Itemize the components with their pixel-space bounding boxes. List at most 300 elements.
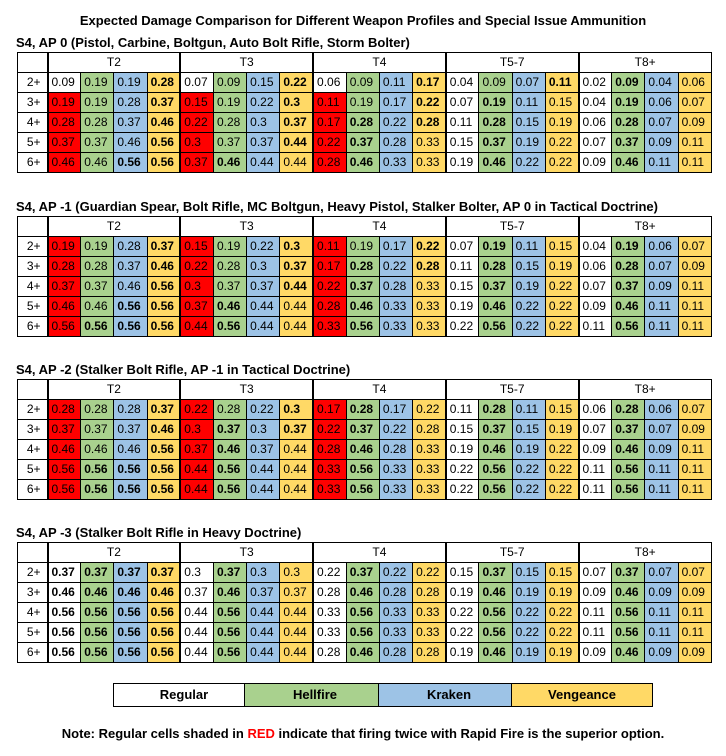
value-cell-regular: 0.22: [313, 277, 346, 297]
value-cell-kraken: 0.22: [512, 460, 545, 480]
value-cell-vengeance: 0.33: [413, 623, 446, 643]
value-cell-kraken: 0.3: [247, 113, 280, 133]
value-cell-hellfire: 0.46: [213, 440, 246, 460]
value-cell-vengeance: 0.56: [147, 480, 180, 500]
value-cell-kraken: 0.09: [645, 277, 678, 297]
value-cell-kraken: 0.17: [379, 237, 412, 257]
value-cell-hellfire: 0.37: [479, 133, 512, 153]
value-cell-vengeance: 0.37: [147, 93, 180, 113]
value-cell-vengeance: 0.28: [147, 73, 180, 93]
value-cell-hellfire: 0.56: [479, 460, 512, 480]
value-cell-regular: 0.28: [48, 400, 81, 420]
value-cell-regular: 0.02: [579, 73, 612, 93]
value-cell-regular: 0.46: [48, 297, 81, 317]
table-row: [18, 400, 712, 420]
value-cell-kraken: 0.04: [645, 73, 678, 93]
value-cell-hellfire: 0.46: [479, 153, 512, 173]
value-cell-kraken: 0.37: [247, 133, 280, 153]
value-cell-vengeance: 0.33: [413, 153, 446, 173]
value-cell-kraken: 0.19: [512, 440, 545, 460]
value-cell-kraken: 0.28: [379, 277, 412, 297]
value-cell-hellfire: 0.56: [81, 460, 114, 480]
value-cell-regular: 0.06: [579, 113, 612, 133]
value-cell-vengeance: 0.37: [147, 237, 180, 257]
value-cell-kraken: 0.19: [512, 133, 545, 153]
value-cell-vengeance: 0.22: [413, 237, 446, 257]
value-cell-regular: 0.07: [579, 133, 612, 153]
value-cell-kraken: 0.11: [645, 317, 678, 337]
value-cell-kraken: 0.07: [645, 420, 678, 440]
value-cell-regular: 0.15: [446, 420, 479, 440]
value-cell-kraken: 0.46: [114, 277, 147, 297]
value-cell-kraken: 0.33: [379, 603, 412, 623]
value-cell-hellfire: 0.56: [213, 460, 246, 480]
value-cell-kraken: 0.28: [379, 643, 412, 663]
value-cell-hellfire: 0.56: [346, 623, 379, 643]
value-cell-vengeance: 0.09: [678, 257, 711, 277]
value-cell-regular: 0.04: [579, 237, 612, 257]
value-cell-kraken: 0.11: [512, 400, 545, 420]
value-cell-hellfire: 0.56: [213, 317, 246, 337]
value-cell-hellfire: 0.46: [612, 297, 645, 317]
value-cell-regular: 0.28: [313, 440, 346, 460]
value-cell-hellfire: 0.56: [81, 643, 114, 663]
value-cell-regular: 0.56: [48, 480, 81, 500]
table-row: [18, 297, 712, 317]
value-cell-vengeance: 0.07: [678, 93, 711, 113]
value-cell-vengeance: 0.37: [280, 420, 313, 440]
value-cell-regular: 0.22: [313, 133, 346, 153]
value-cell-kraken: 0.22: [512, 153, 545, 173]
value-cell-hellfire: 0.56: [81, 480, 114, 500]
toughness-header-t4: T4: [313, 53, 446, 73]
value-cell-regular: 0.56: [48, 317, 81, 337]
save-label: 5+: [18, 297, 48, 317]
value-cell-vengeance: 0.09: [678, 113, 711, 133]
save-label: 2+: [18, 400, 48, 420]
value-cell-hellfire: 0.28: [346, 113, 379, 133]
toughness-header-t8-: T8+: [579, 543, 712, 563]
value-cell-kraken: 0.56: [114, 603, 147, 623]
value-cell-kraken: 0.37: [247, 440, 280, 460]
value-cell-kraken: 0.37: [247, 583, 280, 603]
value-cell-hellfire: 0.56: [346, 460, 379, 480]
value-cell-vengeance: 0.44: [280, 277, 313, 297]
value-cell-regular: 0.15: [446, 277, 479, 297]
value-cell-regular: 0.11: [446, 400, 479, 420]
value-cell-kraken: 0.11: [645, 460, 678, 480]
value-cell-regular: 0.22: [446, 603, 479, 623]
value-cell-vengeance: 0.19: [545, 643, 578, 663]
value-cell-vengeance: 0.19: [545, 420, 578, 440]
value-cell-vengeance: 0.11: [678, 480, 711, 500]
value-cell-hellfire: 0.19: [81, 73, 114, 93]
save-label: 4+: [18, 113, 48, 133]
value-cell-hellfire: 0.37: [479, 563, 512, 583]
value-cell-vengeance: 0.56: [147, 460, 180, 480]
value-cell-hellfire: 0.37: [346, 420, 379, 440]
value-cell-kraken: 0.11: [645, 603, 678, 623]
value-cell-kraken: 0.07: [645, 563, 678, 583]
value-cell-regular: 0.46: [48, 583, 81, 603]
toughness-header-t3: T3: [180, 543, 313, 563]
footnote-prefix: Note: Regular cells shaded in: [61, 726, 248, 741]
value-cell-vengeance: 0.22: [545, 440, 578, 460]
value-cell-kraken: 0.22: [512, 317, 545, 337]
toughness-header-t5-7: T5-7: [446, 217, 579, 237]
value-cell-vengeance: 0.09: [678, 643, 711, 663]
value-cell-kraken: 0.07: [645, 113, 678, 133]
value-cell-regular: 0.09: [579, 583, 612, 603]
table-row: [18, 460, 712, 480]
value-cell-regular: 0.22: [180, 400, 213, 420]
save-label: 4+: [18, 277, 48, 297]
value-cell-vengeance: 0.07: [678, 563, 711, 583]
value-cell-regular: 0.07: [446, 93, 479, 113]
value-cell-vengeance: 0.56: [147, 277, 180, 297]
value-cell-hellfire: 0.19: [213, 93, 246, 113]
value-cell-hellfire: 0.46: [612, 153, 645, 173]
value-cell-regular: 0.19: [446, 643, 479, 663]
toughness-header-t8-: T8+: [579, 217, 712, 237]
value-cell-vengeance: 0.28: [413, 420, 446, 440]
table-row: [18, 93, 712, 113]
value-cell-hellfire: 0.46: [612, 643, 645, 663]
value-cell-vengeance: 0.44: [280, 440, 313, 460]
value-cell-kraken: 0.28: [114, 237, 147, 257]
value-cell-kraken: 0.15: [512, 420, 545, 440]
save-label: 3+: [18, 583, 48, 603]
value-cell-vengeance: 0.3: [280, 237, 313, 257]
table-row: [18, 257, 712, 277]
value-cell-regular: 0.07: [446, 237, 479, 257]
header-row: [18, 53, 712, 73]
value-cell-regular: 0.04: [579, 93, 612, 113]
value-cell-regular: 0.28: [48, 257, 81, 277]
value-cell-vengeance: 0.11: [678, 277, 711, 297]
value-cell-regular: 0.37: [48, 133, 81, 153]
value-cell-vengeance: 0.11: [678, 317, 711, 337]
save-label: 6+: [18, 643, 48, 663]
value-cell-hellfire: 0.28: [213, 400, 246, 420]
value-cell-regular: 0.37: [48, 277, 81, 297]
value-cell-hellfire: 0.37: [479, 420, 512, 440]
corner-cell: [18, 380, 48, 400]
value-cell-vengeance: 0.19: [545, 583, 578, 603]
value-cell-hellfire: 0.46: [612, 440, 645, 460]
table-row: [18, 113, 712, 133]
value-cell-vengeance: 0.15: [545, 400, 578, 420]
section-title-ap-1: S4, AP -1 (Guardian Spear, Bolt Rifle, MC Boltgun, Heavy Pistol, Stalker Bolter, AP 0 in Tactical Doctrine): [16, 199, 658, 214]
value-cell-kraken: 0.22: [379, 257, 412, 277]
value-cell-kraken: 0.22: [512, 603, 545, 623]
toughness-header-t4: T4: [313, 543, 446, 563]
value-cell-hellfire: 0.28: [213, 257, 246, 277]
value-cell-kraken: 0.33: [379, 317, 412, 337]
table-row: [18, 237, 712, 257]
value-cell-hellfire: 0.56: [346, 603, 379, 623]
value-cell-vengeance: 0.11: [545, 73, 578, 93]
value-cell-hellfire: 0.56: [479, 603, 512, 623]
value-cell-regular: 0.19: [446, 583, 479, 603]
value-cell-hellfire: 0.09: [213, 73, 246, 93]
value-cell-vengeance: 0.56: [147, 623, 180, 643]
value-cell-kraken: 0.15: [512, 563, 545, 583]
save-label: 6+: [18, 317, 48, 337]
value-cell-hellfire: 0.19: [479, 237, 512, 257]
value-cell-vengeance: 0.37: [147, 563, 180, 583]
value-cell-regular: 0.33: [313, 480, 346, 500]
value-cell-hellfire: 0.46: [81, 297, 114, 317]
value-cell-hellfire: 0.37: [479, 277, 512, 297]
value-cell-hellfire: 0.28: [612, 113, 645, 133]
value-cell-vengeance: 0.22: [413, 400, 446, 420]
value-cell-hellfire: 0.37: [81, 420, 114, 440]
toughness-header-t2: T2: [48, 217, 181, 237]
value-cell-hellfire: 0.56: [81, 317, 114, 337]
value-cell-hellfire: 0.28: [346, 400, 379, 420]
value-cell-regular: 0.37: [180, 583, 213, 603]
table-row: [18, 643, 712, 663]
value-cell-vengeance: 0.37: [280, 257, 313, 277]
value-cell-hellfire: 0.37: [213, 420, 246, 440]
value-cell-hellfire: 0.46: [81, 583, 114, 603]
value-cell-vengeance: 0.22: [545, 297, 578, 317]
save-label: 6+: [18, 153, 48, 173]
value-cell-vengeance: 0.22: [545, 153, 578, 173]
value-cell-kraken: 0.37: [114, 257, 147, 277]
value-cell-regular: 0.3: [180, 563, 213, 583]
value-cell-vengeance: 0.44: [280, 133, 313, 153]
value-cell-hellfire: 0.09: [479, 73, 512, 93]
value-cell-regular: 0.28: [313, 643, 346, 663]
value-cell-kraken: 0.17: [379, 93, 412, 113]
value-cell-vengeance: 0.11: [678, 153, 711, 173]
value-cell-regular: 0.15: [180, 237, 213, 257]
value-cell-regular: 0.56: [48, 460, 81, 480]
value-cell-hellfire: 0.56: [81, 603, 114, 623]
value-cell-regular: 0.19: [446, 440, 479, 460]
value-cell-vengeance: 0.37: [280, 113, 313, 133]
value-cell-hellfire: 0.37: [346, 277, 379, 297]
header-row: [18, 217, 712, 237]
value-cell-vengeance: 0.33: [413, 603, 446, 623]
legend-kraken: Kraken: [378, 683, 520, 707]
toughness-header-t5-7: T5-7: [446, 380, 579, 400]
value-cell-regular: 0.11: [579, 480, 612, 500]
value-cell-vengeance: 0.3: [280, 400, 313, 420]
toughness-header-t2: T2: [48, 543, 181, 563]
save-label: 4+: [18, 603, 48, 623]
section-title-ap-2: S4, AP -2 (Stalker Bolt Rifle, AP -1 in Tactical Doctrine): [16, 362, 351, 377]
value-cell-vengeance: 0.56: [147, 643, 180, 663]
value-cell-regular: 0.11: [579, 623, 612, 643]
value-cell-vengeance: 0.44: [280, 153, 313, 173]
value-cell-kraken: 0.56: [114, 317, 147, 337]
value-cell-hellfire: 0.19: [346, 93, 379, 113]
table-row: [18, 420, 712, 440]
value-cell-hellfire: 0.56: [612, 623, 645, 643]
value-cell-kraken: 0.22: [512, 297, 545, 317]
value-cell-kraken: 0.44: [247, 153, 280, 173]
value-cell-kraken: 0.19: [512, 277, 545, 297]
value-cell-vengeance: 0.44: [280, 297, 313, 317]
value-cell-hellfire: 0.37: [612, 133, 645, 153]
value-cell-vengeance: 0.28: [413, 583, 446, 603]
value-cell-kraken: 0.37: [247, 277, 280, 297]
value-cell-hellfire: 0.46: [479, 297, 512, 317]
value-cell-hellfire: 0.37: [612, 563, 645, 583]
value-cell-kraken: 0.15: [512, 113, 545, 133]
footnote-red-word: RED: [247, 726, 275, 741]
value-cell-hellfire: 0.37: [612, 277, 645, 297]
value-cell-regular: 0.09: [579, 153, 612, 173]
toughness-header-t8-: T8+: [579, 53, 712, 73]
value-cell-hellfire: 0.37: [346, 133, 379, 153]
value-cell-vengeance: 0.22: [545, 277, 578, 297]
value-cell-hellfire: 0.09: [346, 73, 379, 93]
value-cell-regular: 0.22: [180, 257, 213, 277]
value-cell-vengeance: 0.33: [413, 480, 446, 500]
value-cell-hellfire: 0.46: [479, 440, 512, 460]
value-cell-hellfire: 0.56: [346, 480, 379, 500]
value-cell-regular: 0.28: [313, 583, 346, 603]
value-cell-kraken: 0.11: [512, 93, 545, 113]
value-cell-vengeance: 0.15: [545, 563, 578, 583]
value-cell-hellfire: 0.28: [612, 257, 645, 277]
value-cell-kraken: 0.09: [645, 440, 678, 460]
value-cell-hellfire: 0.56: [479, 623, 512, 643]
damage-table-ap-3: [17, 542, 712, 663]
value-cell-vengeance: 0.44: [280, 643, 313, 663]
value-cell-hellfire: 0.56: [213, 643, 246, 663]
page-title: Expected Damage Comparison for Different Weapon Profiles and Special Issue Ammunition: [79, 13, 647, 28]
legend-regular: Regular: [113, 683, 255, 707]
value-cell-kraken: 0.44: [247, 480, 280, 500]
corner-cell: [18, 53, 48, 73]
value-cell-vengeance: 0.28: [413, 113, 446, 133]
value-cell-kraken: 0.06: [645, 400, 678, 420]
value-cell-hellfire: 0.46: [81, 153, 114, 173]
corner-cell: [18, 217, 48, 237]
table-row: [18, 277, 712, 297]
save-label: 3+: [18, 257, 48, 277]
value-cell-kraken: 0.56: [114, 643, 147, 663]
value-cell-hellfire: 0.56: [479, 317, 512, 337]
value-cell-kraken: 0.56: [114, 623, 147, 643]
value-cell-kraken: 0.06: [645, 237, 678, 257]
value-cell-regular: 0.11: [579, 460, 612, 480]
value-cell-vengeance: 0.46: [147, 420, 180, 440]
value-cell-hellfire: 0.28: [346, 257, 379, 277]
section-title-ap-3: S4, AP -3 (Stalker Bolt Rifle in Heavy Doctrine): [16, 525, 302, 540]
value-cell-kraken: 0.22: [379, 420, 412, 440]
value-cell-regular: 0.11: [579, 603, 612, 623]
value-cell-kraken: 0.11: [645, 297, 678, 317]
table-row: [18, 440, 712, 460]
value-cell-regular: 0.09: [579, 440, 612, 460]
toughness-header-t3: T3: [180, 380, 313, 400]
value-cell-kraken: 0.17: [379, 400, 412, 420]
value-cell-vengeance: 0.44: [280, 460, 313, 480]
value-cell-hellfire: 0.56: [479, 480, 512, 500]
value-cell-vengeance: 0.37: [280, 583, 313, 603]
value-cell-kraken: 0.11: [645, 623, 678, 643]
value-cell-regular: 0.37: [180, 153, 213, 173]
toughness-header-t2: T2: [48, 53, 181, 73]
value-cell-hellfire: 0.19: [81, 237, 114, 257]
legend-hellfire: Hellfire: [244, 683, 386, 707]
value-cell-kraken: 0.33: [379, 480, 412, 500]
value-cell-regular: 0.06: [579, 400, 612, 420]
value-cell-kraken: 0.37: [114, 420, 147, 440]
value-cell-regular: 0.19: [48, 93, 81, 113]
value-cell-vengeance: 0.11: [678, 133, 711, 153]
value-cell-regular: 0.22: [180, 113, 213, 133]
save-label: 5+: [18, 133, 48, 153]
value-cell-regular: 0.22: [313, 420, 346, 440]
value-cell-vengeance: 0.22: [413, 563, 446, 583]
value-cell-regular: 0.09: [48, 73, 81, 93]
value-cell-regular: 0.22: [446, 480, 479, 500]
table-row: [18, 583, 712, 603]
value-cell-kraken: 0.22: [512, 480, 545, 500]
value-cell-kraken: 0.44: [247, 603, 280, 623]
value-cell-vengeance: 0.06: [678, 73, 711, 93]
value-cell-regular: 0.44: [180, 623, 213, 643]
value-cell-kraken: 0.06: [645, 93, 678, 113]
value-cell-kraken: 0.22: [379, 113, 412, 133]
value-cell-hellfire: 0.56: [612, 317, 645, 337]
section-title-ap0: S4, AP 0 (Pistol, Carbine, Boltgun, Auto Bolt Rifle, Storm Bolter): [16, 35, 410, 50]
value-cell-regular: 0.15: [180, 93, 213, 113]
table-row: [18, 623, 712, 643]
value-cell-kraken: 0.46: [114, 440, 147, 460]
damage-table-ap0: [17, 52, 712, 173]
value-cell-vengeance: 0.15: [545, 93, 578, 113]
value-cell-regular: 0.19: [446, 153, 479, 173]
value-cell-vengeance: 0.44: [280, 480, 313, 500]
value-cell-kraken: 0.33: [379, 460, 412, 480]
value-cell-kraken: 0.37: [114, 113, 147, 133]
value-cell-vengeance: 0.33: [413, 440, 446, 460]
value-cell-vengeance: 0.44: [280, 623, 313, 643]
value-cell-kraken: 0.22: [379, 563, 412, 583]
value-cell-hellfire: 0.46: [81, 440, 114, 460]
value-cell-hellfire: 0.19: [612, 93, 645, 113]
damage-table-ap-1: [17, 216, 712, 337]
header-row: [18, 543, 712, 563]
value-cell-regular: 0.37: [180, 297, 213, 317]
value-cell-regular: 0.11: [313, 237, 346, 257]
table-row: [18, 133, 712, 153]
value-cell-regular: 0.56: [48, 603, 81, 623]
value-cell-regular: 0.11: [446, 113, 479, 133]
value-cell-regular: 0.07: [579, 420, 612, 440]
value-cell-hellfire: 0.46: [213, 153, 246, 173]
value-cell-regular: 0.11: [579, 317, 612, 337]
value-cell-vengeance: 0.22: [545, 317, 578, 337]
value-cell-vengeance: 0.22: [545, 480, 578, 500]
value-cell-vengeance: 0.56: [147, 440, 180, 460]
value-cell-vengeance: 0.56: [147, 603, 180, 623]
value-cell-hellfire: 0.37: [81, 133, 114, 153]
value-cell-hellfire: 0.28: [479, 113, 512, 133]
value-cell-kraken: 0.56: [114, 297, 147, 317]
toughness-header-t4: T4: [313, 380, 446, 400]
value-cell-vengeance: 0.33: [413, 297, 446, 317]
value-cell-hellfire: 0.28: [479, 257, 512, 277]
